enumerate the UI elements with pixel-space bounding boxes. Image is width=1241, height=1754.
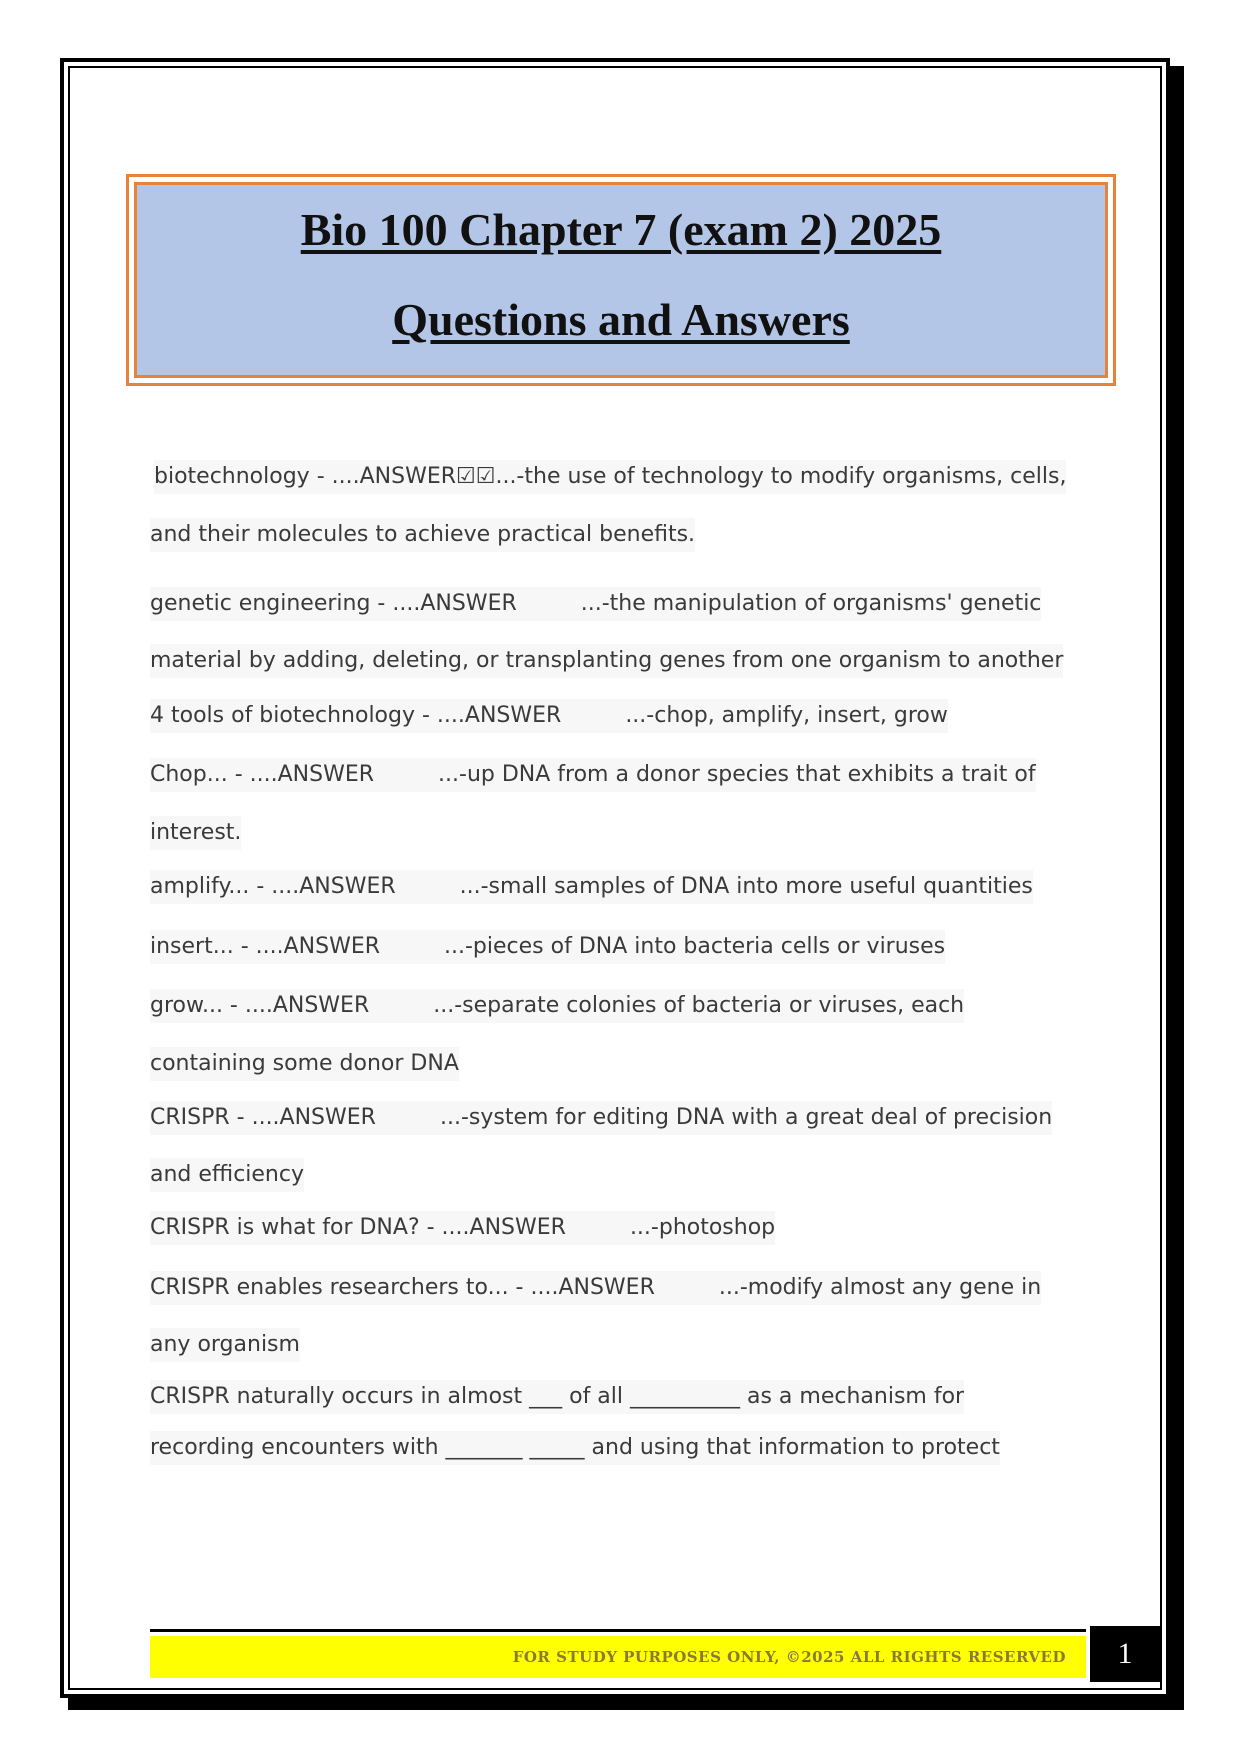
qa-entry-line [150,930,945,964]
qa-entry-line [150,1380,964,1414]
qa-entry-line [150,587,1041,621]
qa-text: material by adding, deleting, or transplanting genes from one organism to another [150,648,1064,673]
qa-answer-text: ...-system for editing DNA with a great deal of precision [439,1105,1053,1130]
qa-answer-text: ...-small samples of DNA into more useful quantities [459,874,1033,899]
title-box-inner [134,182,1108,378]
qa-text: grow... - ....ANSWER [150,993,370,1018]
qa-answer-text: ...-separate colonies of bacteria or viruses, each [433,993,965,1018]
qa-text: amplify... - ....ANSWER [150,874,396,899]
document-subtitle: Questions and Answers [392,294,850,345]
qa-text: recording encounters with _______ _____ and using that information to protect [150,1435,1000,1460]
qa-answer-text: ...-chop, amplify, insert, grow [625,703,948,728]
qa-text: interest. [150,820,242,845]
document-title: Bio 100 Chapter 7 (exam 2) 2025 [300,204,942,255]
qa-text: and their molecules to achieve practical benefits. [150,522,696,547]
qa-text: biotechnology - ....ANSWER☑☑...-the use of technology to modify organisms, cells, [154,464,1067,489]
qa-answer-text: ...-the manipulation of organisms' genetic [580,591,1042,616]
qa-entry-continuation [150,1158,304,1192]
qa-entry-line [150,1271,1041,1305]
qa-entry-continuation [150,644,1063,678]
qa-entry-line [150,1211,775,1245]
qa-answer-text: ...-pieces of DNA into bacteria cells or viruses [444,934,946,959]
qa-text: CRISPR is what for DNA? - ....ANSWER [150,1215,566,1240]
qa-entry-line [150,870,1033,904]
qa-entry-line [150,699,948,733]
qa-text: containing some donor DNA [150,1051,459,1076]
qa-entry-line [150,758,1036,792]
footer-copyright: FOR STUDY PURPOSES ONLY, ©2025 ALL RIGHTS RESERVED [512,1648,1066,1666]
page-number: 1 [1090,1626,1160,1682]
qa-entry-continuation [150,816,241,850]
qa-entry-continuation [150,1047,459,1081]
qa-entry-continuation [150,518,695,552]
qa-text: genetic engineering - ....ANSWER [150,591,517,616]
qa-entry-line [154,460,1066,494]
footer-rule [150,1629,1086,1632]
qa-text: any organism [150,1332,300,1357]
qa-text: CRISPR naturally occurs in almost ___ of all __________ as a mechanism for [150,1384,965,1409]
qa-entry-line [150,989,964,1023]
qa-entry-continuation [150,1431,1000,1465]
qa-answer-text: ...-photoshop [629,1215,776,1240]
qa-text: and efficiency [150,1162,304,1187]
qa-answer-text: ...-modify almost any gene in [718,1275,1042,1300]
title-box [126,174,1116,386]
qa-answer-text: ...-up DNA from a donor species that exhibits a trait of [438,762,1036,787]
qa-text: CRISPR enables researchers to... - ....ANSWER [150,1275,655,1300]
footer-bar [150,1636,1086,1678]
qa-text: 4 tools of biotechnology - ....ANSWER [150,703,562,728]
qa-text: Chop... - ....ANSWER [150,762,375,787]
qa-entry-continuation [150,1328,300,1362]
qa-text: CRISPR - ....ANSWER [150,1105,376,1130]
qa-text: insert... - ....ANSWER [150,934,381,959]
qa-entry-line [150,1101,1052,1135]
